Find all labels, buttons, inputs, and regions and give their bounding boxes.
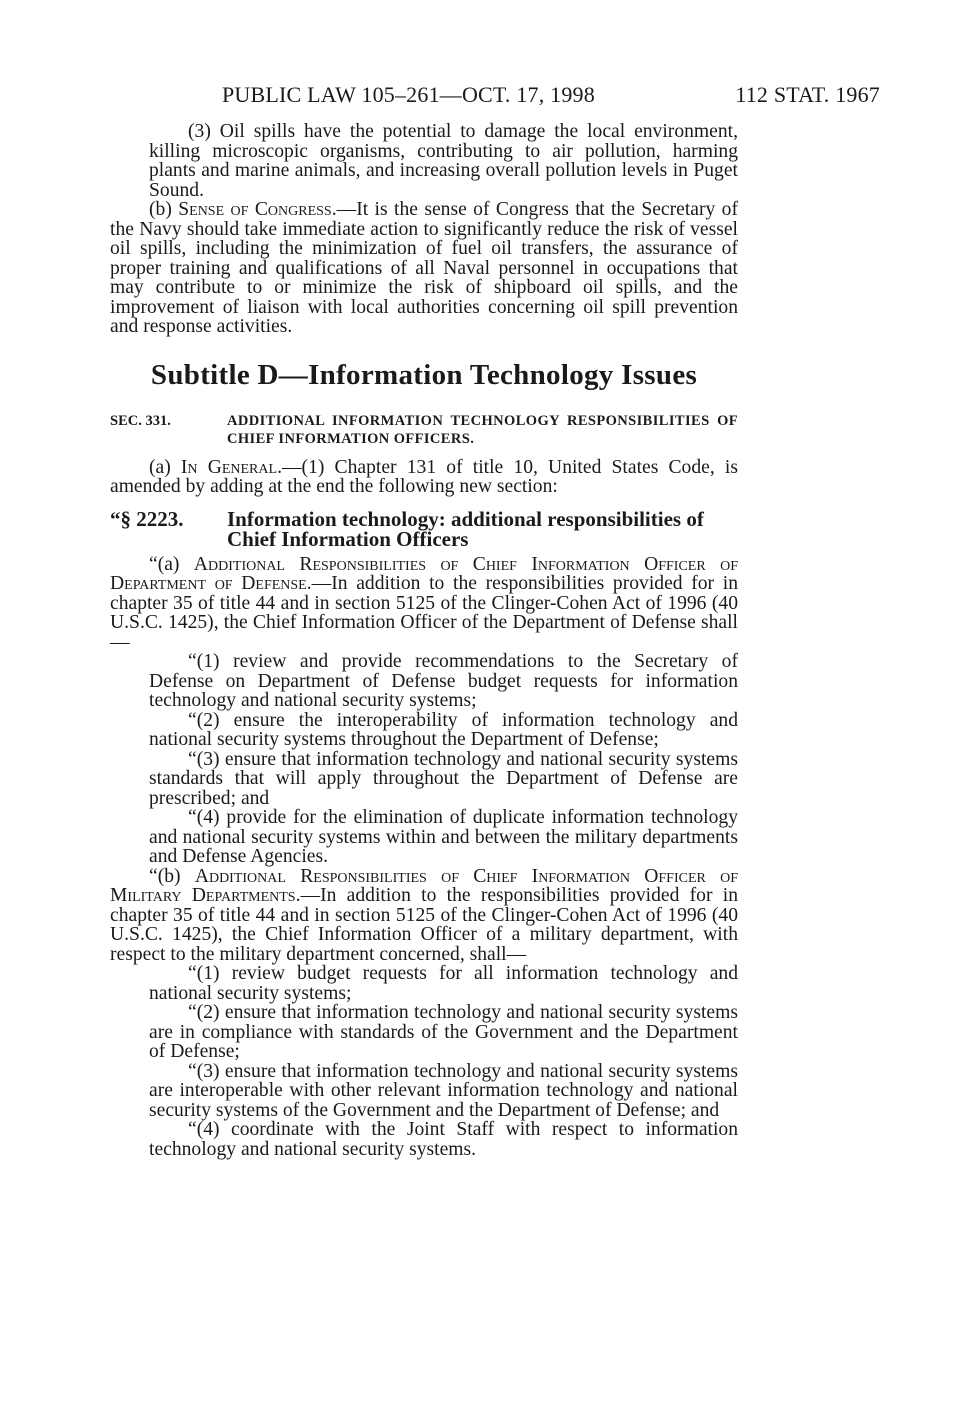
sense-of-congress-text: .—It is the sense of Congress that the Secretary of the Navy should take immediate action to significantly reduce the risk of vessel oil spills, including the minimization of fuel oil transfers, the assurance of proper training and qualifications of all Naval personnel in occupations that may contribute to or minimize the risk of shipboard oil spills, and the improvement of liaison with local authorities concerning oil spill prevention and response activities. (110, 199, 739, 337)
subsection-b-paragraph (110, 867, 738, 965)
subsection-b-item-3: “(3) ensure that information technology and national security systems are interoperable with other relevant information technology and national security systems of the Government and the Department of Defense; and (149, 1060, 738, 1121)
subsection-b-item-1: “(1) review budget requests for all information technology and national security systems; (149, 963, 738, 1004)
subsection-a-item-2: “(2) ensure the interoperability of information technology and national security systems throughout the Department of Defense; (149, 709, 738, 750)
sense-of-congress-paragraph (110, 200, 738, 337)
sense-of-congress-number: (b) (149, 199, 179, 220)
subsection-b-item-2: “(2) ensure that information technology and national security systems are in compliance with standards of the Government and the Department of Defense; (149, 1002, 738, 1062)
sense-of-congress-heading: Sense of Congress (178, 199, 332, 220)
new-section-heading (110, 506, 738, 551)
in-general-text: .—(1) Chapter 131 of title 10, United States Code, is amended by adding at the end the following new section: (110, 456, 738, 497)
public-law-citation: PUBLIC LAW 105–261—OCT. 17, 1998 (222, 82, 595, 107)
subsection-a-item-1: “(1) review and provide recommendations to the Secretary of Defense on Department of Defense budget requests for information technology and national security systems; (149, 651, 738, 711)
section-heading (110, 412, 738, 448)
page-header (110, 82, 880, 112)
in-general-number: (a) (149, 456, 181, 478)
subsection-b-item-4: “(4) coordinate with the Joint Staff with respect to information technology and national security systems. (149, 1119, 738, 1160)
subsection-a-item-4: “(4) provide for the elimination of duplicate information technology and national security systems within and between the military departments and Defense Agencies. (149, 807, 738, 867)
new-section-title: Information technology: additional responsibilities of Chief Information Officers (227, 506, 704, 551)
subtitle-heading: Subtitle D—Information Technology Issues (150, 358, 698, 391)
new-section-number: “§ 2223. (110, 506, 184, 531)
document-body (110, 122, 738, 1159)
subsection-b-heading: Additional Responsibilities of Chief Information Officer of Military Departments (110, 865, 738, 906)
in-general-heading: In General (180, 456, 278, 478)
subsection-a-paragraph (110, 555, 738, 653)
in-general-paragraph (110, 458, 738, 497)
statutes-page-number: 112 STAT. 1967 (735, 82, 880, 107)
paragraph-3: (3) Oil spills have the potential to damage the local environment, killing microscopic organisms, contributing to air pollution, harming plants and marine animals, and increasing overall pollution levels in Puget Sound. (149, 121, 738, 201)
subsection-a-heading: Additional Responsibilities of Chief Information Officer of Department of Defense (110, 553, 738, 594)
subsection-b-number: “(b) (149, 865, 195, 887)
subsection-b-text: .—In addition to the responsibilities provided for in chapter 35 of title 44 and in section 5125 of the Clinger-Cohen Act of 1996 (40 U.S.C. 1425), the Chief Information Officer of a military department, with respect to the military department concerned, shall— (110, 885, 738, 965)
section-number: SEC. 331. (110, 412, 171, 429)
subsection-a-number: “(a) (149, 553, 194, 575)
subsection-a-text: .—In addition to the responsibilities provided for in chapter 35 of title 44 and in section 5125 of the Clinger-Cohen Act of 1996 (40 U.S.C. 1425), the Chief Information Officer of the Department of Defense shall— (110, 573, 738, 653)
section-title: ADDITIONAL INFORMATION TECHNOLOGY RESPONSIBILITIES OF CHIEF INFORMATION OFFICERS. (227, 412, 738, 447)
subsection-a-item-3: “(3) ensure that information technology and national security systems standards that will apply throughout the Department of Defense are prescribed; and (149, 748, 738, 809)
